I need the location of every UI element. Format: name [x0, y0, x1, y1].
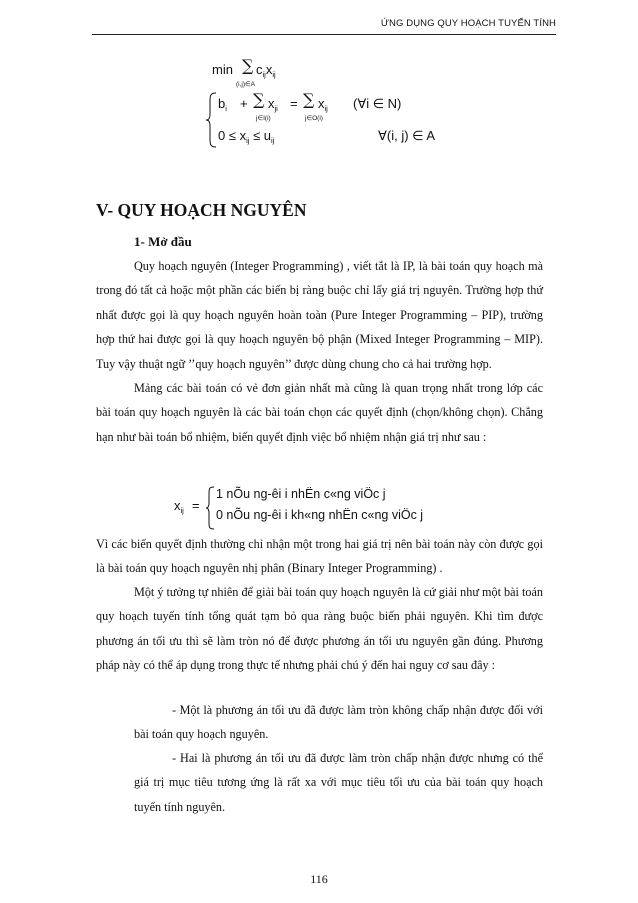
- constraint-condition-2: ∀(i, j) ∈ A: [378, 128, 436, 143]
- paragraph-decision: Mảng các bài toán có vẻ đơn giản nhất mà cũng là quan trọng nhất trong lớp các bài toán quy hoạch nguyên là các bài toán chọn các quyết định (chọn/không chọn). Chẳng hạn như bài toán bổ nhiệm, biến quyết định việc bổ nhiệm nhận giá trị như sau :: [96, 381, 543, 444]
- paragraph-intro: Quy hoạch nguyên (Integer Programming) , viết tắt là IP, là bài toán quy hoạch mà trong đó tất cả hoặc một phần các biến bị ràng buộc chỉ lấy giá trị nguyên. Trường hợp thứ nhất được gọi là quy hoạch nguyên hoàn toàn (Pure Integer Programming – PIP), trường hợp thứ hai được gọi là quy hoạch nguyên bộ phận (Mixed Integer Programming – MIP). Tuy vậy thuật ngữ ’’quy hoạch nguyên’’ được dùng chung cho cả hai trường hợp.: [96, 259, 543, 371]
- min-operator: min: [212, 62, 233, 77]
- header-rule: [92, 34, 556, 35]
- constraint-b: $b_i$: [218, 96, 227, 113]
- paragraph-binary: Vì các biến quyết định thường chỉ nhận một trong hai giá trị nên bài toán này còn được gọi là bài toán quy hoạch nguyên nhị phân (Binary Integer Programming) .: [96, 537, 543, 576]
- out-sum-index: j∈O(i): [305, 115, 323, 122]
- constraint-condition-1: (∀i ∈ N): [353, 96, 402, 111]
- bullet-item-1: - Một là phương án tối ưu đã được làm tròn không chấp nhận được đối với bài toán quy hoạch nguyên.: [134, 703, 543, 742]
- sum-symbol-in: ∑: [253, 90, 265, 109]
- subsection-title: 1- Mở đầu: [134, 234, 192, 249]
- system-brace: [205, 92, 217, 148]
- binary-equals: =: [192, 498, 200, 513]
- plus-sign: +: [240, 96, 248, 111]
- bullet-item-2: - Hai là phương án tối ưu đã được làm tròn chấp nhận được nhưng có thể giá trị mục tiêu tương ứng là rất xa với mục tiêu tối ưu của bài toán quy hoạch tuyến tính nguyên.: [134, 751, 543, 814]
- binary-var: $x_{ij}$: [174, 498, 184, 515]
- page-number: 116: [310, 872, 328, 886]
- objective-term: $c_{ij}x_{ij}$: [256, 62, 276, 79]
- binary-case-2: 0 nÕu ng-êi i kh«ng nhËn c«ng viÖc j: [216, 508, 424, 522]
- bound-constraint: $0 \le x_{ij} \le u_{ij}$: [218, 128, 275, 145]
- binary-brace: [205, 486, 215, 530]
- running-header: ỨNG DỤNG QUY HOẠCH TUYẾN TÍNH: [380, 18, 556, 29]
- paragraph-rounding: Một ý tưởng tự nhiên để giải bài toán quy hoạch nguyên là cứ giải như một bài toán quy hoạch tuyến tính tổng quát tạm bỏ qua ràng buộc biến phải nguyên. Khi tìm được phương án tối ưu thì sẽ làm tròn nó để được phương án tối ưu nguyên gần đúng. Phương pháp này có thể áp dụng trong thực tế nhưng phải chú ý đến hai nguy cơ sau đây :: [96, 585, 543, 673]
- constraint-x-ij: $x_{ij}$: [318, 96, 328, 113]
- equals-sign: =: [290, 96, 298, 111]
- objective-sum-index: (i,j)∈A: [236, 81, 256, 88]
- in-sum-index: j∈I(i): [256, 115, 271, 122]
- sum-symbol: ∑: [242, 56, 254, 75]
- section-title: V- QUY HOẠCH NGUYÊN: [96, 200, 307, 220]
- constraint-x-ji: $x_{ji}$: [268, 96, 278, 113]
- sum-symbol-out: ∑: [303, 90, 315, 109]
- binary-case-1: 1 nÕu ng-êi i nhËn c«ng viÖc j: [216, 487, 386, 501]
